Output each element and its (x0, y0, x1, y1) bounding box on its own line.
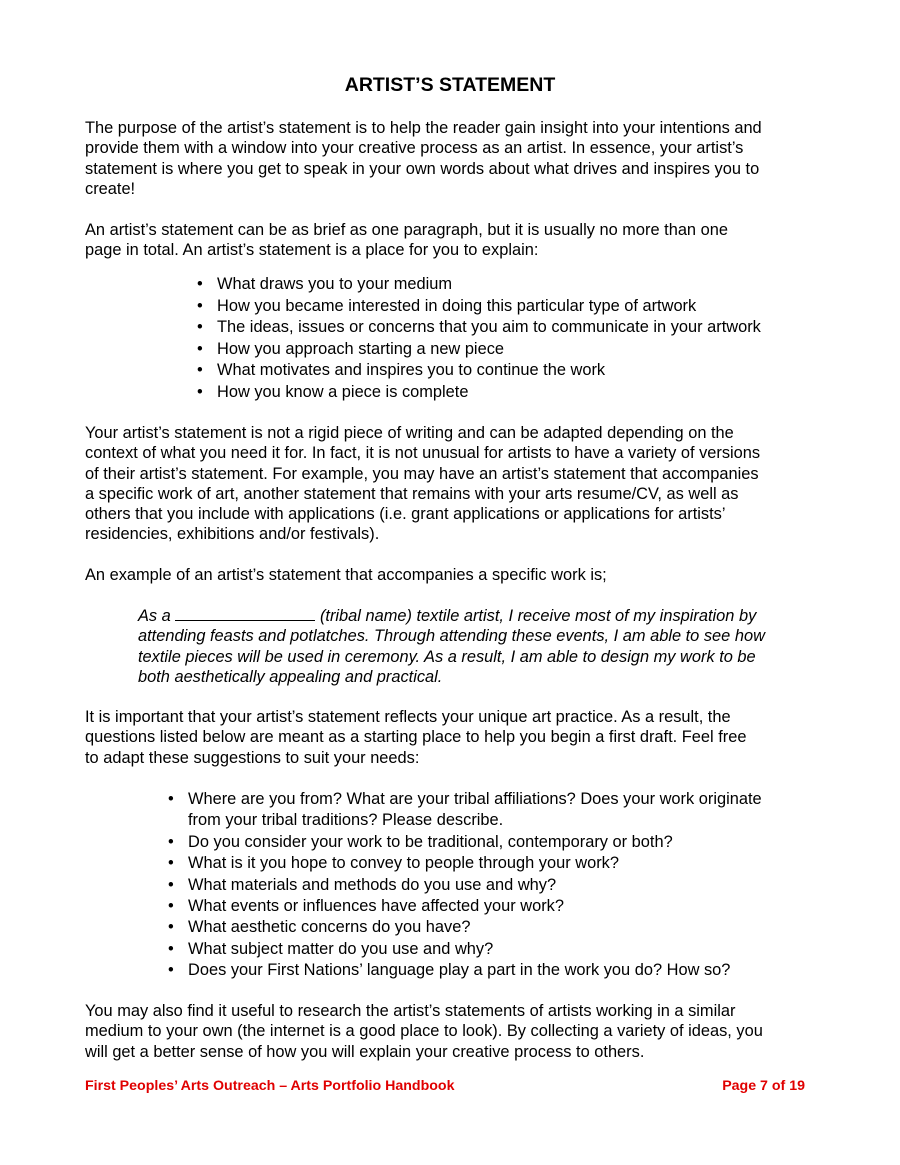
bullet-icon: • (197, 275, 203, 293)
question-item (168, 896, 762, 917)
bullet-icon: • (168, 854, 174, 873)
text-line: create! (85, 179, 136, 198)
question-text: Where are you from? What are your tribal affiliations? Does your work originate (188, 790, 762, 808)
bullet-icon: • (168, 961, 174, 980)
question-text: What aesthetic concerns do you have? (188, 918, 471, 937)
footer-page-number: Page 7 of 19 (722, 1078, 805, 1094)
bullet-icon: • (197, 382, 203, 401)
bullet-icon: • (168, 918, 174, 937)
bullet-icon: • (168, 897, 174, 916)
tribal-name-blank (175, 606, 315, 621)
text-line: An artist’s statement can be as brief as one paragraph, but it is usually no more than one (85, 221, 728, 239)
question-item (168, 917, 762, 938)
list-item-text: How you became interested in doing this particular type of artwork (217, 296, 697, 315)
bullet-icon: • (197, 318, 203, 337)
bullet-icon: • (197, 296, 203, 315)
question-text: Do you consider your work to be traditional, contemporary or both? (188, 832, 673, 851)
example-line: both aesthetically appealing and practical. (138, 667, 443, 686)
question-text: What events or influences have affected your work? (188, 897, 564, 916)
text-line: page in total. An artist’s statement is a place for you to explain: (85, 241, 539, 260)
bullet-icon: • (168, 790, 174, 808)
text-line: An example of an artist’s statement that accompanies a specific work is; (85, 566, 607, 584)
question-item (168, 789, 762, 832)
text-line: to adapt these suggestions to suit your needs: (85, 748, 420, 767)
explain-list (197, 274, 761, 404)
question-text: What materials and methods do you use and why? (188, 875, 557, 894)
question-item (168, 832, 762, 853)
list-item-text: The ideas, issues or concerns that you aim to communicate in your artwork (217, 318, 761, 337)
paragraph-adaptable (85, 423, 825, 545)
question-text: What is it you hope to convey to people through your work? (188, 854, 619, 873)
text-line: of their artist’s statement. For example, you may have an artist’s statement that accompanies (85, 464, 759, 483)
text-line: a specific work of art, another statement that remains with your arts resume/CV, as well as (85, 484, 739, 503)
question-item (168, 853, 762, 874)
text-line: It is important that your artist’s statement reflects your unique art practice. As a result, the (85, 708, 731, 726)
question-text: from your tribal traditions? Please describe. (188, 811, 504, 830)
text-line: context of what you need it for. In fact, it is not unusual for artists to have a variety of versions (85, 444, 761, 463)
paragraph-brief (85, 220, 825, 261)
list-item (197, 339, 761, 361)
example-line: textile pieces will be used in ceremony. As a result, I am able to design my work to be (138, 647, 756, 666)
paragraph-research (85, 1001, 825, 1062)
list-item (197, 360, 761, 382)
example-prefix: As a (138, 607, 171, 625)
text-line: will get a better sense of how you will explain your creative process to others. (85, 1042, 645, 1061)
question-text: Does your First Nations’ language play a part in the work you do? How so? (188, 961, 731, 980)
question-item (168, 939, 762, 960)
text-line: residencies, exhibitions and/or festivals). (85, 525, 380, 544)
question-item (168, 960, 762, 981)
list-item (197, 317, 761, 339)
bullet-icon: • (168, 939, 174, 958)
list-item-text: What motivates and inspires you to continue the work (217, 361, 606, 380)
text-line: questions listed below are meant as a starting place to help you begin a first draft. Feel free (85, 728, 747, 747)
text-line: provide them with a window into your creative process as an artist. In essence, your artist’s (85, 139, 744, 158)
list-item (197, 274, 761, 296)
text-line: medium to your own (the internet is a good place to look). By collecting a variety of ideas, you (85, 1022, 763, 1041)
bullet-icon: • (168, 875, 174, 894)
footer-title: First Peoples’ Arts Outreach – Arts Portfolio Handbook (85, 1078, 455, 1094)
example-line: attending feasts and potlatches. Through attending these events, I am able to see how (138, 627, 765, 646)
list-item-text: How you know a piece is complete (217, 382, 469, 401)
text-line: The purpose of the artist’s statement is to help the reader gain insight into your intentions and (85, 119, 762, 137)
bullet-icon: • (197, 339, 203, 358)
questions-list (168, 789, 762, 982)
paragraph-example-intro (85, 565, 825, 585)
bullet-icon: • (197, 361, 203, 380)
example-statement (138, 606, 838, 687)
bullet-icon: • (168, 832, 174, 851)
example-line1: (tribal name) textile artist, I receive most of my inspiration by (319, 607, 757, 625)
question-text: What subject matter do you use and why? (188, 939, 494, 958)
list-item-text: What draws you to your medium (217, 275, 453, 293)
paragraph-purpose (85, 118, 825, 199)
question-item (168, 875, 762, 896)
list-item (197, 296, 761, 318)
page-title: ARTIST’S STATEMENT (344, 74, 556, 96)
text-line: You may also find it useful to research the artist’s statements of artists working in a similar (85, 1002, 736, 1020)
list-item (197, 382, 761, 404)
text-line: Your artist’s statement is not a rigid piece of writing and can be adapted depending on the (85, 424, 734, 442)
text-line: others that you include with applications (i.e. grant applications or applications for artists’ (85, 505, 726, 524)
list-item-text: How you approach starting a new piece (217, 339, 505, 358)
text-line: statement is where you get to speak in your own words about what drives and inspires you to (85, 159, 760, 178)
paragraph-unique-practice (85, 707, 825, 768)
